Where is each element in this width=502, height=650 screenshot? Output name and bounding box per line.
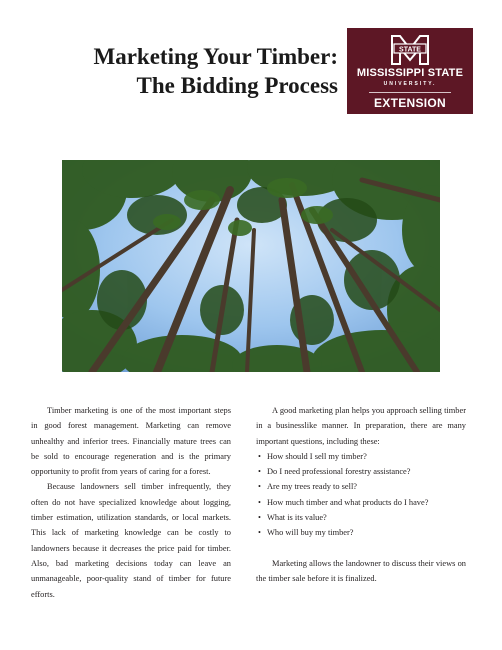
logo-line-3: EXTENSION: [373, 96, 447, 110]
pine-trees-photo: [62, 160, 440, 372]
title-line-2: The Bidding Process: [136, 73, 338, 98]
list-item: • Do I need professional forestry assistance?: [256, 464, 466, 479]
body-paragraph: A good marketing plan helps you approach selling timber in a businesslike manner. In preparation, there are many important questions, including these:: [256, 406, 466, 446]
logo-badge-text: STATE: [399, 46, 421, 54]
msu-m-emblem-icon: [390, 34, 430, 66]
body-paragraph: Timber marketing is one of the most important steps in good forest management. Marketing can remove unhealthy and inferior trees. Financially mature trees can be sold to encourage regeneration and is the primary opportunity to profit from years of caring for a forest.: [31, 406, 231, 477]
list-item: • Are my trees ready to sell?: [256, 479, 466, 494]
logo-line-2: UNIVERSITY.: [383, 81, 437, 87]
list-item: • Who will buy my timber?: [256, 525, 466, 540]
list-item: • What is its value?: [256, 510, 466, 525]
logo-divider: [369, 92, 451, 93]
list-item: • How much timber and what products do I have?: [256, 495, 466, 510]
page-title: [70, 42, 338, 100]
logo-line-1: MISSISSIPPI STATE: [356, 67, 464, 79]
body-paragraph: Marketing allows the landowner to discuss their views on the timber sale before it is finalized.: [256, 558, 466, 584]
questions-list: [256, 449, 466, 541]
left-text-column: [31, 403, 231, 602]
msu-extension-logo: [347, 28, 473, 114]
body-paragraph: Because landowners sell timber infrequently, they often do not have specialized knowledge about logging, timber estimation, utilization standards, or local markets. This lack of marketing knowledge can be costly to landowners because it decreases the price paid for timber. Also, bad marketing decisions today can leave an unmanageable, poor-quality stand of timber for future efforts.: [31, 482, 231, 599]
title-line-1: Marketing Your Timber:: [93, 44, 338, 69]
pine-canopy-illustration: [62, 160, 440, 372]
right-text-column: [256, 403, 466, 587]
list-item: • How should I sell my timber?: [256, 449, 466, 464]
